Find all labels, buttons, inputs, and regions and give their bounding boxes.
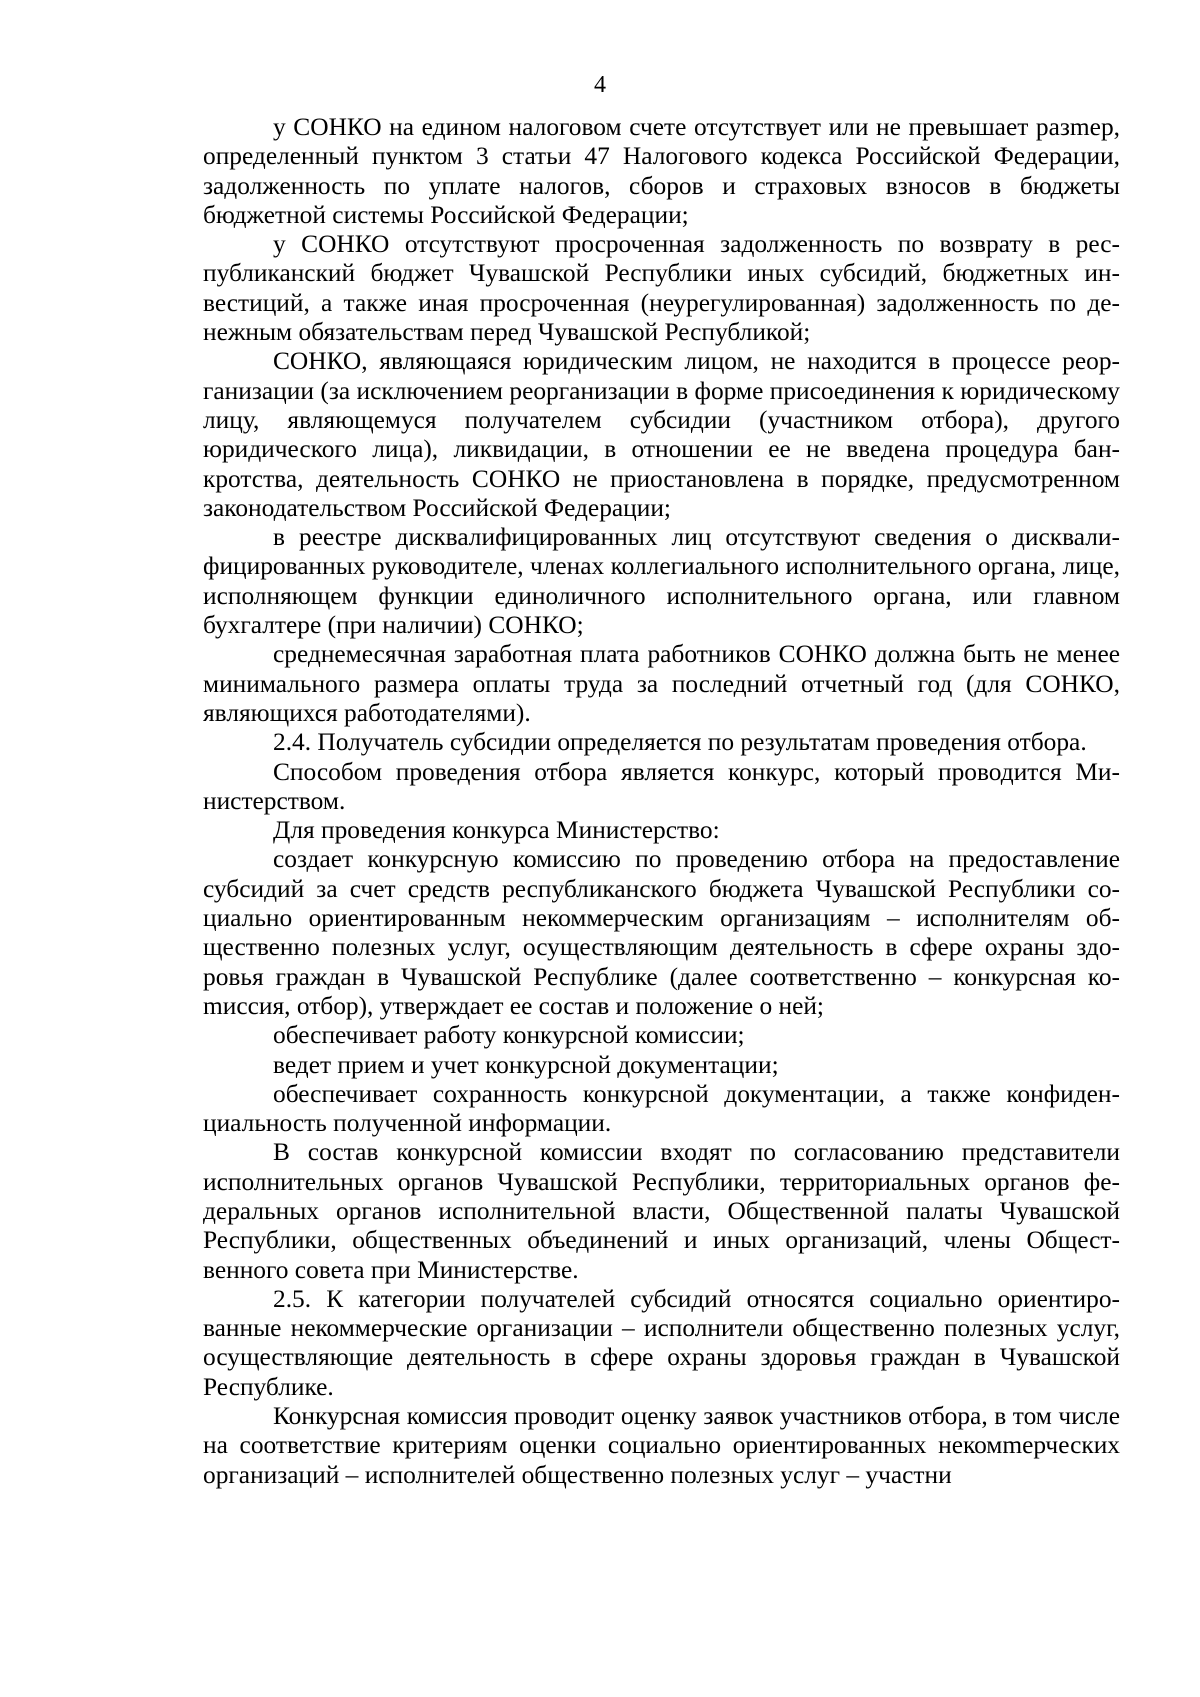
paragraph-section-2-5: 2.5. К категории получателей субсидий относятся социально ориентированные некоммерческие организации – исполнители общественно полезных услуг, осуществляющие деятельность в сфере охраны здоровья граждан в Чувашской Республике. (203, 1284, 1120, 1401)
paragraph-creates-commission: создает конкурсную комиссию по проведению отбора на предоставление субсидий за счет средств республиканского бюджета Чувашской Республики социально ориентированным некоммерческим организациям – исполнителям общественно полезных услуг, осуществляющим деятельность в сфере охраны здоровья граждан в Чувашской Республике (далее соответственно – конкурсная коmиссия, отбор), утверждает ее состав и положение о ней; (203, 845, 1120, 1020)
paragraph-commission-evaluation: Конкурсная комиссия проводит оценку заявок участников отбора, в том числе на соответствие критериям оценки социально ориентированных некомmерческих организаций – исполнителей общественно полезных услуг – участни (203, 1402, 1120, 1489)
paragraph-average-salary: среднемесячная заработная плата работников СОНКО должна быть не менее минимального размера оплаты труда за последний отчетный год (для СОНКО, являющихся работодателями). (203, 640, 1120, 727)
page-number: 4 (594, 72, 606, 98)
paragraph-section-2-4: 2.4. Получатель субсидии определяется по результатам проведения отбора. (273, 728, 1087, 757)
document-body (203, 113, 1120, 1490)
paragraph-reorganization: СОНКО, являющаяся юридическим лицом, не находится в процессе реорганизации (за исключением реорганизации в форме присоединения к юридическому лицу, являющемуся получателем субсидии (участником отбора), другого юридического лица), ликвидации, в отношении ее не введена процедура банкротства, деятельность СОНКО не приостановлена в порядке, предусмотренном законодательством Российской Федерации; (203, 347, 1120, 522)
paragraph-tax-debt: у СОНКО на едином налоговом счете отсутствует или не превышает разmер, определенный пунктом 3 статьи 47 Налогового кодекса Российской Федерации, задолженность по уплате налогов, сборов и страховых взносов в бюджеты бюджетной системы Российской Федерации; (203, 113, 1120, 229)
paragraph-disqualified-registry: в реестре дисквалифицированных лиц отсутствуют сведения о дисквалифицированных руководителе, членах коллегиального исполнительного органа, лице, исполняющем функции единоличного исполнительного органа, или главном бухгалтере (при наличии) СОНКО; (203, 523, 1120, 640)
paragraph-ensures-work: обеспечивает работу конкурсной комиссии; (273, 1021, 745, 1050)
paragraph-commission-composition: В состав конкурсной комиссии входят по согласованию представители исполнительных органов Чувашской Республики, территориальных органов федеральных органов исполнительной власти, Общественной палаты Чувашской Республики, общественных объединений и иных организаций, члены Общественного совета при Министерстве. (203, 1138, 1120, 1284)
paragraph-selection-method: Способом проведения отбора является конкурс, который проводится Министерством. (203, 757, 1120, 815)
paragraph-confidentiality: обеспечивает сохранность конкурсной документации, а также конфиденциальность полученной информации. (203, 1079, 1120, 1138)
paragraph-accepts-documents: ведет прием и учет конкурсной документации; (273, 1050, 779, 1079)
paragraph-ministry-intro: Для проведения конкурса Министерство: (273, 816, 720, 845)
paragraph-overdue-debt: у СОНКО отсутствуют просроченная задолженность по возврату в республиканский бюджет Чувашской Республики иных субсидий, бюджетных инвестиций, а также иная просроченная (неурегулированная) задолженность по денежным обязательствам перед Чувашской Республикой; (203, 230, 1120, 347)
